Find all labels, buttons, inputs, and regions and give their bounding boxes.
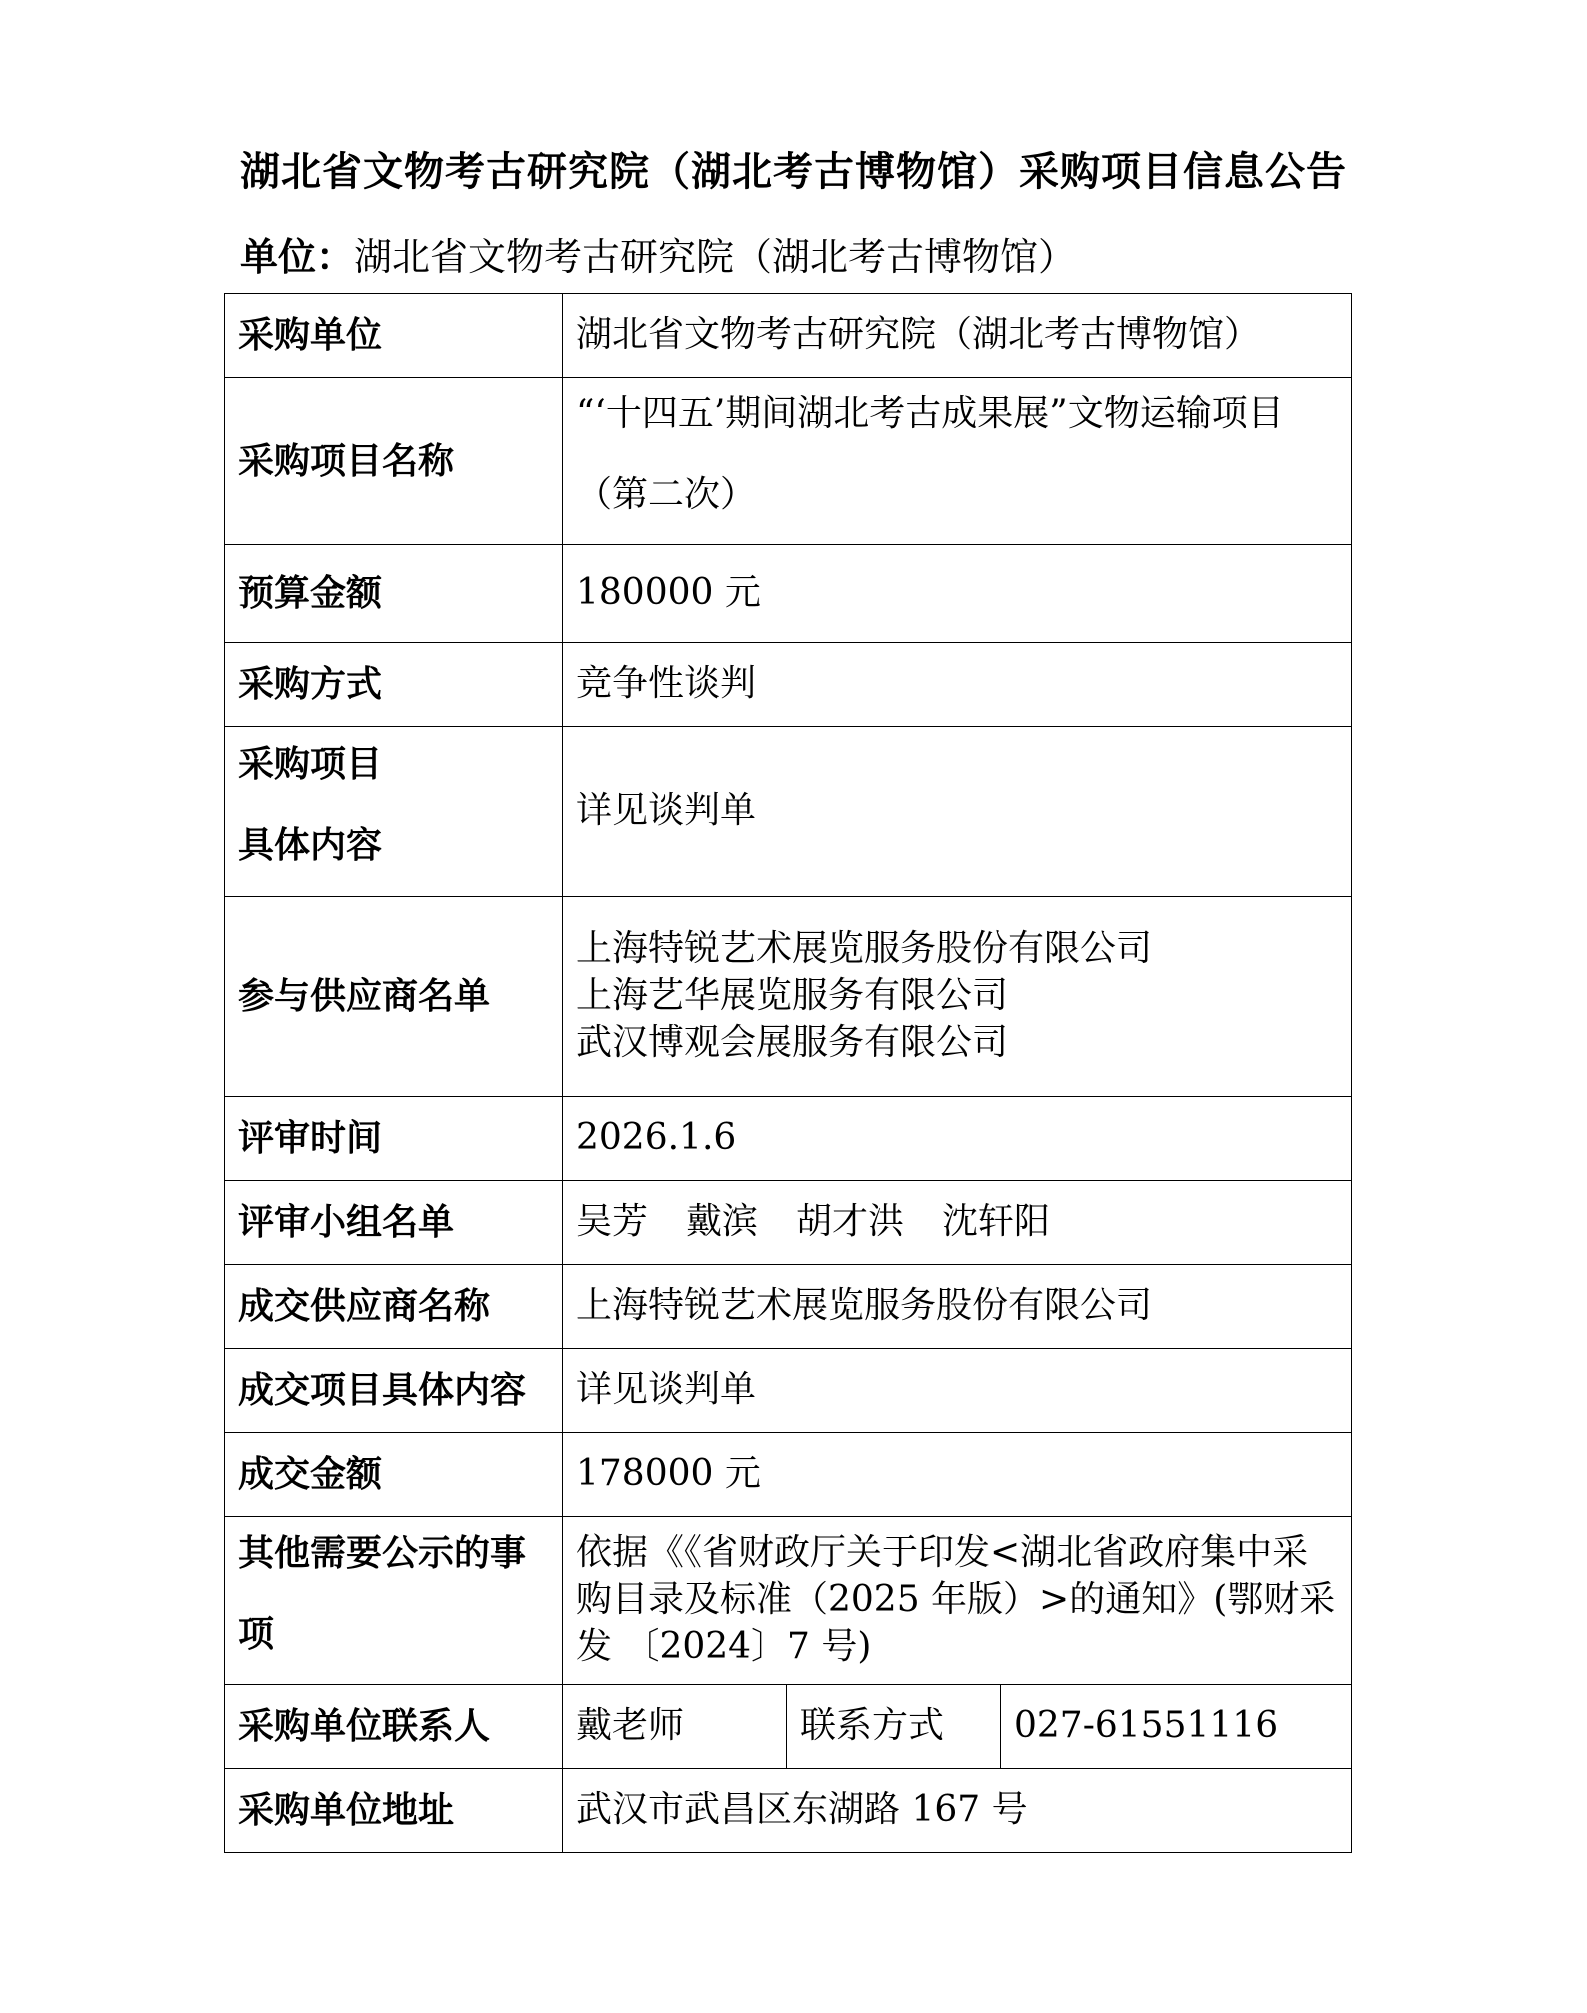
row-address xyxy=(225,1769,1352,1853)
panel-member: 沈轩阳 xyxy=(942,1201,1051,1243)
value-method: 竞争性谈判 xyxy=(563,643,1352,727)
label-review-time: 评审时间 xyxy=(225,1097,563,1181)
row-other-matters xyxy=(225,1517,1352,1685)
label-project-content-line2: 具体内容 xyxy=(238,823,383,866)
row-purchaser xyxy=(225,294,1352,378)
value-deal-content: 详见谈判单 xyxy=(563,1349,1352,1433)
row-deal-content xyxy=(225,1349,1352,1433)
value-project-name: “‘十四五’期间湖北考古成果展”文物运输项目（第二次） xyxy=(576,393,1284,515)
value-winner: 上海特锐艺术展览服务股份有限公司 xyxy=(563,1265,1352,1349)
unit-value: 湖北省文物考古研究院（湖北考古博物馆） xyxy=(354,235,1077,279)
label-other-matters: 其他需要公示的事项 xyxy=(238,1531,527,1655)
label-contact: 采购单位联系人 xyxy=(225,1685,563,1769)
supplier-item: 上海艺华展览服务有限公司 xyxy=(576,975,1009,1017)
panel-member: 戴滨 xyxy=(686,1201,759,1243)
label-project-content xyxy=(238,727,549,886)
value-contact: 戴老师 xyxy=(563,1685,787,1769)
row-project-content xyxy=(225,727,1352,897)
value-budget: 180000 元 xyxy=(563,545,1352,643)
supplier-item: 武汉博观会展服务有限公司 xyxy=(576,1021,1009,1063)
row-review-time xyxy=(225,1097,1352,1181)
row-project-name xyxy=(225,378,1352,545)
label-winner: 成交供应商名称 xyxy=(225,1265,563,1349)
value-phone: 027-61551116 xyxy=(1001,1685,1352,1769)
label-phone: 联系方式 xyxy=(787,1685,1001,1769)
page-title: 湖北省文物考古研究院（湖北考古博物馆）采购项目信息公告 xyxy=(240,148,1347,195)
unit-line xyxy=(240,226,1076,281)
unit-label: 单位： xyxy=(240,234,355,279)
label-review-panel: 评审小组名单 xyxy=(225,1181,563,1265)
row-deal-amount xyxy=(225,1433,1352,1517)
label-project-content-line1: 采购项目 xyxy=(238,742,383,785)
label-address: 采购单位地址 xyxy=(225,1769,563,1853)
row-contact xyxy=(225,1685,1352,1769)
row-winner xyxy=(225,1265,1352,1349)
value-address: 武汉市武昌区东湖路 167 号 xyxy=(563,1769,1352,1853)
panel-member: 吴芳 xyxy=(576,1201,649,1243)
supplier-item: 上海特锐艺术展览服务股份有限公司 xyxy=(576,928,1153,970)
label-method: 采购方式 xyxy=(225,643,563,727)
row-budget xyxy=(225,545,1352,643)
row-review-panel xyxy=(225,1181,1352,1265)
value-project-content: 详见谈判单 xyxy=(563,727,1352,897)
procurement-info-table xyxy=(224,293,1352,1853)
row-method xyxy=(225,643,1352,727)
value-review-time: 2026.1.6 xyxy=(563,1097,1352,1181)
label-suppliers: 参与供应商名单 xyxy=(225,897,563,1097)
label-budget: 预算金额 xyxy=(225,545,563,643)
panel-member: 胡才洪 xyxy=(796,1201,905,1243)
label-deal-amount: 成交金额 xyxy=(225,1433,563,1517)
value-other-matters: 依据《《省财政厅关于印发<湖北省政府集中采购目录及标准（2025 年版）>的通知》(鄂财采发 〔2024〕7 号) xyxy=(563,1517,1352,1685)
label-deal-content: 成交项目具体内容 xyxy=(225,1349,563,1433)
row-suppliers xyxy=(225,897,1352,1097)
label-project-name: 采购项目名称 xyxy=(225,378,563,545)
value-suppliers xyxy=(563,897,1352,1097)
label-purchaser: 采购单位 xyxy=(225,294,563,378)
value-deal-amount: 178000 元 xyxy=(563,1433,1352,1517)
value-purchaser: 湖北省文物考古研究院（湖北考古博物馆） xyxy=(563,294,1352,378)
value-review-panel xyxy=(563,1181,1352,1265)
